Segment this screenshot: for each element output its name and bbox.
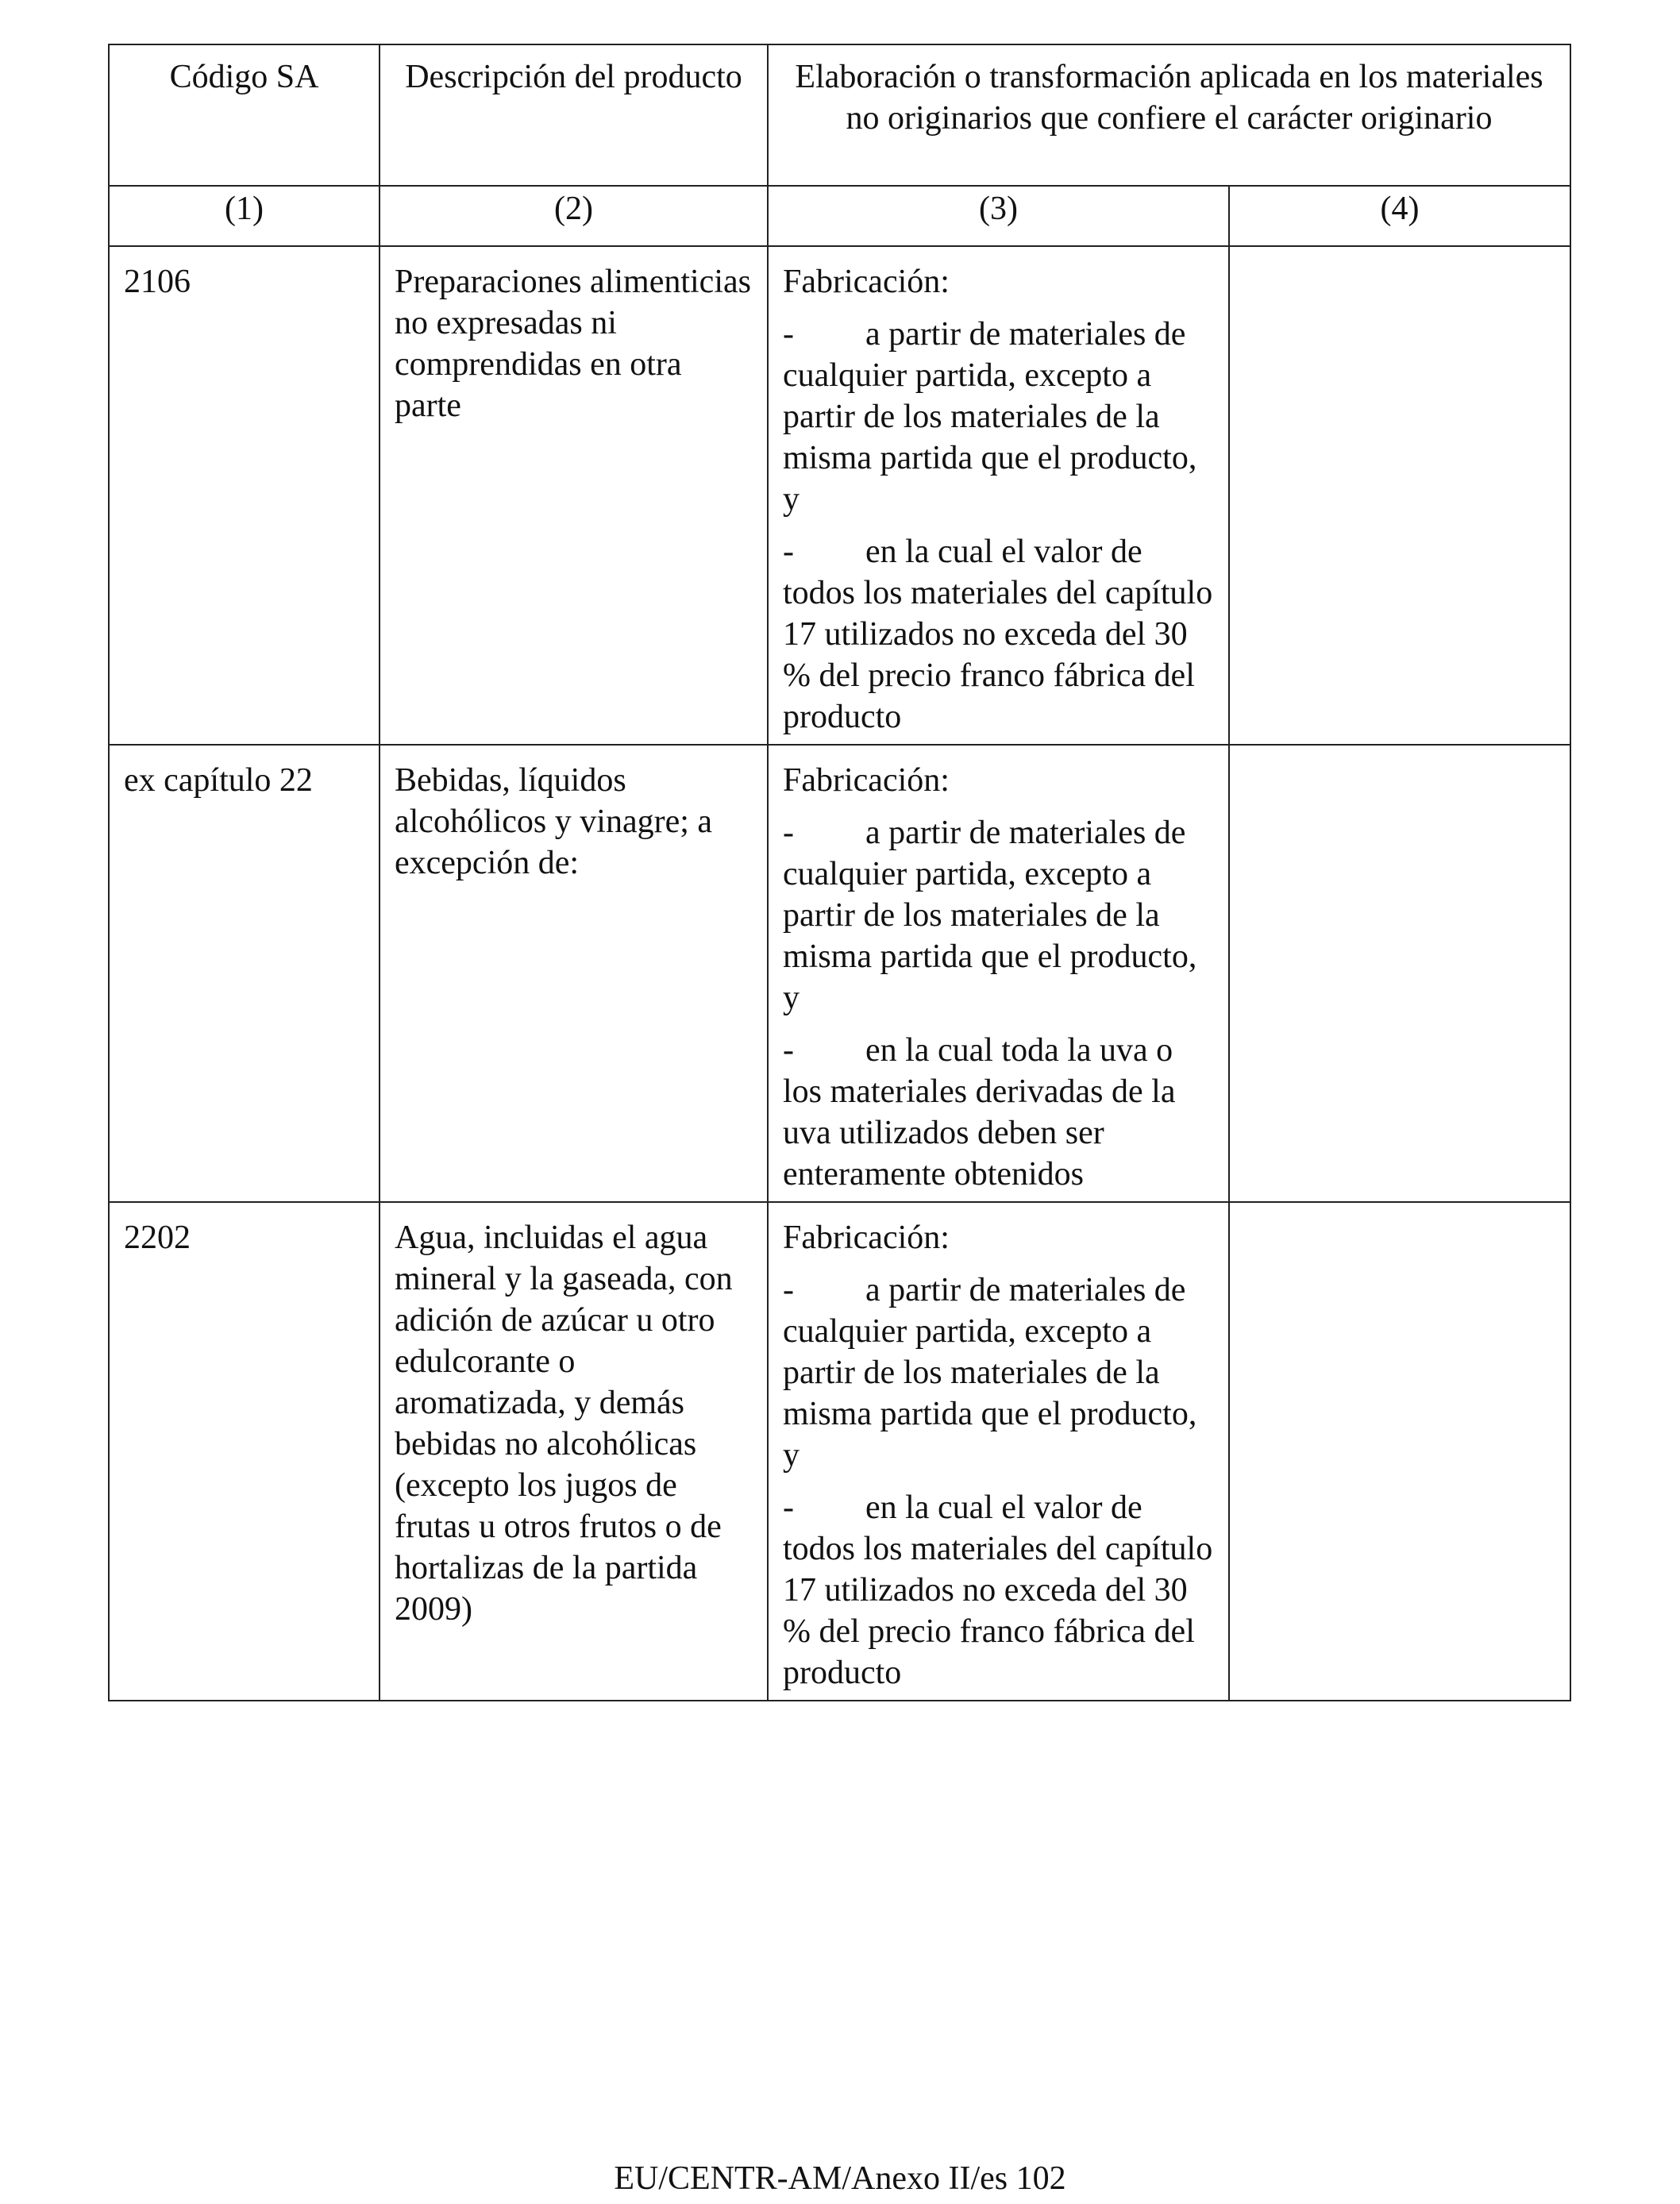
header-row — [109, 44, 1570, 186]
page-footer: EU/CENTR-AM/Anexo II/es 102 — [614, 2160, 1066, 2197]
processing-cell — [768, 1202, 1229, 1701]
processing-item — [783, 812, 1214, 1019]
processing-item — [783, 531, 1214, 738]
description-cell: Preparaciones alimenticias no expresadas ni comprendidas en otra parte — [380, 246, 768, 745]
processing-item — [783, 1270, 1214, 1476]
column-number: (1) — [109, 186, 380, 246]
description-cell: Agua, incluidas el agua mineral y la gaseada, con adición de azúcar u otro edulcorante o aromatizada, y demás bebidas no alcohólicas (excepto los jugos de frutas u otros frutos o de hortalizas de la partida 2009) — [380, 1202, 768, 1701]
processing-item — [783, 1030, 1214, 1195]
header-processing: Elaboración o transformación aplicada en los materiales no originarios que confiere el carácter originario — [768, 44, 1570, 186]
processing-item — [783, 1487, 1214, 1693]
column-4-cell — [1229, 745, 1570, 1202]
table-row — [109, 246, 1570, 745]
processing-item-text: a partir de materiales de cualquier partida, excepto a partir de los materiales de la misma partida que el producto, y — [783, 815, 1197, 1016]
processing-item-text: a partir de materiales de cualquier partida, excepto a partir de los materiales de la misma partida que el producto, y — [783, 316, 1197, 518]
processing-cell — [768, 246, 1229, 745]
header-product-description: Descripción del producto — [380, 44, 768, 186]
hs-code-cell: 2106 — [109, 246, 380, 745]
processing-item-text: a partir de materiales de cualquier partida, excepto a partir de los materiales de la misma partida que el producto, y — [783, 1272, 1197, 1474]
processing-item-text: en la cual el valor de todos los materiales del capítulo 17 utilizados no exceda del 30 % del precio franco fábrica del producto — [783, 1489, 1213, 1691]
rules-table — [108, 44, 1571, 1701]
dash-marker: - — [783, 1272, 794, 1308]
table-row — [109, 745, 1570, 1202]
table-row — [109, 1202, 1570, 1701]
processing-item — [783, 314, 1214, 520]
dash-marker: - — [783, 815, 794, 851]
column-number-row — [109, 186, 1570, 246]
column-number: (3) — [768, 186, 1229, 246]
processing-lead: Fabricación: — [783, 1220, 950, 1256]
dash-marker: - — [783, 316, 794, 353]
processing-lead: Fabricación: — [783, 264, 950, 300]
column-4-cell — [1229, 1202, 1570, 1701]
hs-code-cell: 2202 — [109, 1202, 380, 1701]
dash-marker: - — [783, 534, 794, 570]
header-hs-code: Código SA — [109, 44, 380, 186]
column-number: (2) — [380, 186, 768, 246]
processing-lead: Fabricación: — [783, 762, 950, 799]
description-cell: Bebidas, líquidos alcohólicos y vinagre; a excepción de: — [380, 745, 768, 1202]
column-4-cell — [1229, 246, 1570, 745]
dash-marker: - — [783, 1489, 794, 1526]
hs-code-cell: ex capítulo 22 — [109, 745, 380, 1202]
processing-cell — [768, 745, 1229, 1202]
dash-marker: - — [783, 1032, 794, 1069]
column-number: (4) — [1229, 186, 1570, 246]
processing-item-text: en la cual el valor de todos los materiales del capítulo 17 utilizados no exceda del 30 % del precio franco fábrica del producto — [783, 534, 1213, 735]
processing-item-text: en la cual toda la uva o los materiales derivadas de la uva utilizados deben ser enteramente obtenidos — [783, 1032, 1176, 1193]
